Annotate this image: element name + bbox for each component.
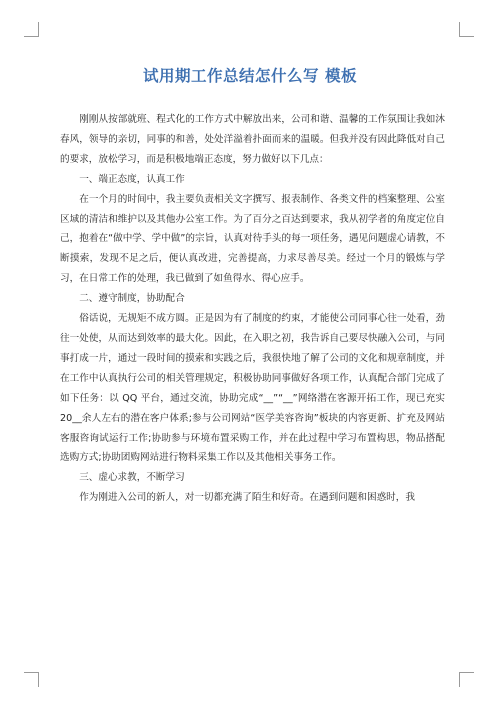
section-paragraph-2: 俗话说，无规矩不成方圆。正是因为有了制度的约束，才能使公司同事心往一处看，劲往一处使，从而达到效率的最大化。因此，在入职之初，我告诉自己要尽快融入公司，与同事打成一片，通过一段时间的摸索和实践之后，我很快地了解了公司的文化和规章制度，并在工作中认真执行公司的相关管理规定，积极协助同事做好各项工作，认真配合部门完成了如下任务：以 QQ 平台，通过交流，协助完成“__”“__”网络潜在客源开拓工作，现已充实 20__余人左右的潜在客户体系;参与公司网站“医学美容咨询”板块的内容更新、扩充及网站客服咨询试运行工作;协助参与环境布置采购工作，并在此过程中学习布置构思，物品搭配选购方式;协助团购网站进行物料采集工作以及其他相关事务工作。 [60,313,445,464]
crop-mark-bottom-right [459,672,474,687]
section-heading-2: 二、遵守制度，协助配合 [79,293,185,305]
document-title: 试用期工作总结怎什么写 模板 [143,67,357,85]
crop-mark-bottom-left [24,672,39,687]
section-heading-3: 三、虚心求教，不断学习 [79,472,185,484]
section-paragraph-3: 作为刚进入公司的新人，对一切都充满了陌生和好奇。在遇到问题和困惑时，我 [79,492,415,504]
document-body [60,110,445,508]
crop-mark-top-left [24,22,39,37]
section-paragraph-1: 在一个月的时间中，我主要负责相关文字撰写、报表制作、各类文件的档案整理、公室区域的清洁和维护以及其他办公室工作。为了百分之百达到要求，我从初学者的角度定位自己，抱着在“做中学、学中做”的宗旨，认真对待手头的每一项任务，遇见问题虚心请教，不断摸索，发现不足之后，便认真改进，完善提高，力求尽善尽美。经过一个月的锻炼与学习，在日常工作的处理，我已做到了如鱼得水、得心应手。 [60,193,445,285]
section-heading-1: 一、端正态度，认真工作 [79,173,185,185]
intro-paragraph: 刚刚从按部就班、程式化的工作方式中解放出来，公司和谐、温馨的工作氛围让我如沐春风，领导的亲切，同事的和善，处处洋溢着扑面而来的温暖。但我并没有因此降低对自己的要求，放松学习，而是积极地端正态度，努力做好以下几点： [60,114,445,165]
crop-mark-top-right [459,22,474,37]
